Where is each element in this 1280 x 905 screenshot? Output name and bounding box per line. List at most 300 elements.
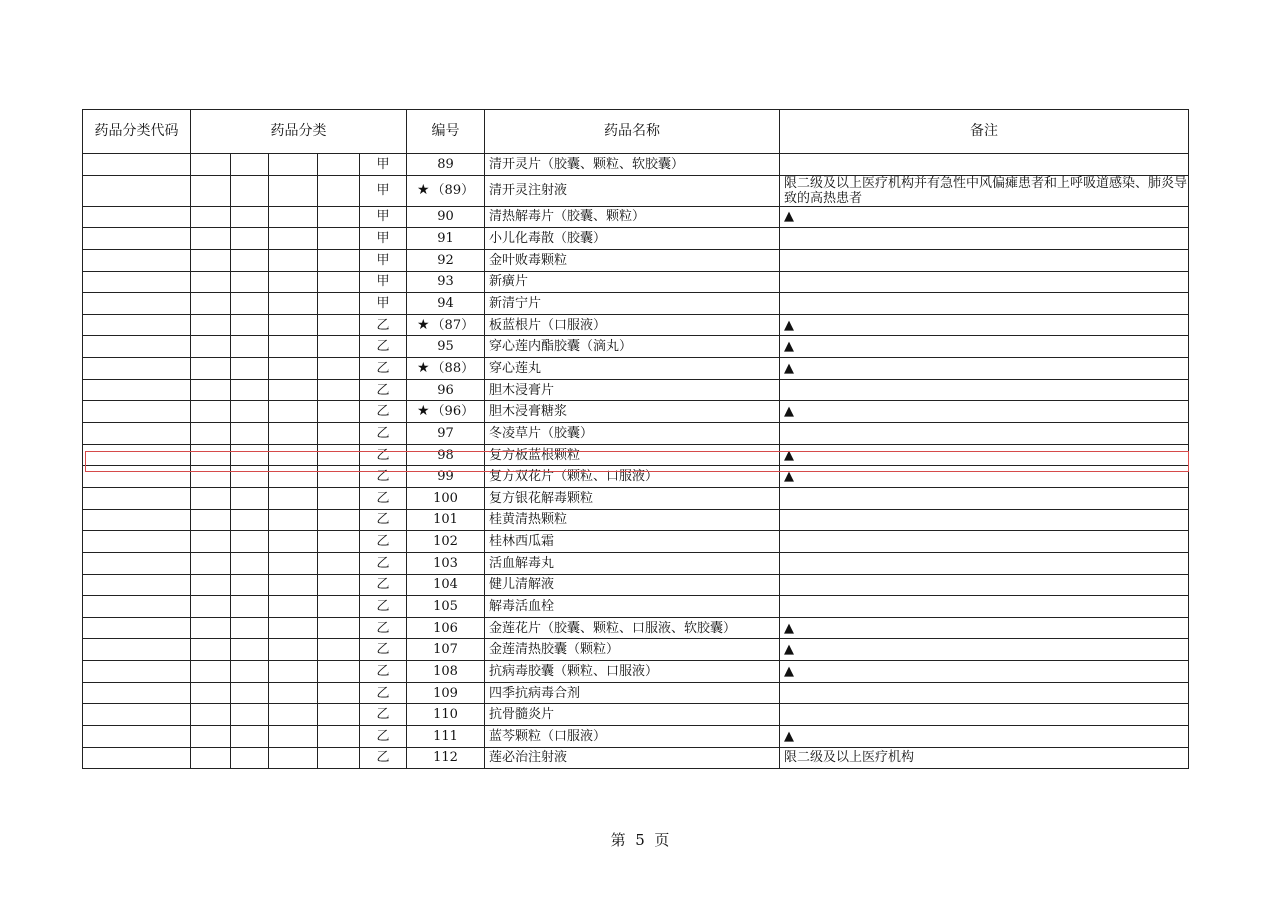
cell-number	[407, 249, 485, 271]
cell-category-1	[191, 726, 231, 748]
cell-drug-name: 冬凌草片（胶囊）	[485, 423, 780, 445]
cell-category-4	[318, 154, 360, 176]
cell-code	[83, 617, 191, 639]
table-row	[83, 466, 1189, 488]
cell-grade: 乙	[360, 509, 407, 531]
cell-number	[407, 228, 485, 250]
cell-drug-name: 板蓝根片（口服液）	[485, 314, 780, 336]
cell-number	[407, 206, 485, 228]
table-row	[83, 747, 1189, 769]
cell-code	[83, 271, 191, 293]
number-text: 112	[433, 750, 458, 766]
cell-drug-name: 健儿清解液	[485, 574, 780, 596]
cell-category-1	[191, 531, 231, 553]
cell-category-4	[318, 617, 360, 639]
number-text: （89）	[431, 183, 475, 199]
cell-category-1	[191, 574, 231, 596]
cell-category-4	[318, 175, 360, 206]
triangle-icon: ▲	[780, 661, 1189, 683]
cell-number	[407, 682, 485, 704]
cell-grade: 乙	[360, 639, 407, 661]
cell-category-3	[269, 175, 318, 206]
cell-category-1	[191, 509, 231, 531]
cell-category-4	[318, 552, 360, 574]
page-number: 5	[635, 831, 645, 849]
header-name: 药品名称	[485, 110, 780, 154]
cell-category-2	[231, 228, 269, 250]
number-text: 103	[433, 555, 458, 571]
cell-note	[780, 271, 1189, 293]
cell-drug-name: 桂林西瓜霜	[485, 531, 780, 553]
cell-grade: 乙	[360, 661, 407, 683]
table-row	[83, 249, 1189, 271]
cell-category-1	[191, 617, 231, 639]
cell-drug-name: 新癀片	[485, 271, 780, 293]
cell-drug-name: 清热解毒片（胶囊、颗粒）	[485, 206, 780, 228]
cell-number	[407, 747, 485, 769]
table-row	[83, 487, 1189, 509]
cell-code	[83, 509, 191, 531]
cell-category-3	[269, 314, 318, 336]
cell-category-3	[269, 444, 318, 466]
cell-grade: 乙	[360, 747, 407, 769]
cell-code	[83, 682, 191, 704]
cell-note	[780, 704, 1189, 726]
triangle-icon: ▲	[780, 358, 1189, 380]
cell-category-3	[269, 617, 318, 639]
cell-category-4	[318, 639, 360, 661]
number-text: （96）	[431, 404, 475, 420]
cell-code	[83, 175, 191, 206]
cell-note	[780, 293, 1189, 315]
cell-note	[780, 682, 1189, 704]
cell-grade: 甲	[360, 249, 407, 271]
cell-note	[780, 531, 1189, 553]
cell-category-4	[318, 228, 360, 250]
cell-category-3	[269, 358, 318, 380]
cell-category-1	[191, 444, 231, 466]
number-text: 109	[433, 685, 458, 701]
cell-drug-name: 穿心莲内酯胶囊（滴丸）	[485, 336, 780, 358]
cell-category-4	[318, 574, 360, 596]
cell-category-4	[318, 249, 360, 271]
cell-category-2	[231, 531, 269, 553]
cell-category-2	[231, 271, 269, 293]
cell-number	[407, 617, 485, 639]
number-text: 111	[433, 728, 458, 744]
table-row	[83, 154, 1189, 176]
cell-drug-name: 金叶败毒颗粒	[485, 249, 780, 271]
cell-number	[407, 466, 485, 488]
cell-category-4	[318, 314, 360, 336]
header-note: 备注	[780, 110, 1189, 154]
table-row	[83, 271, 1189, 293]
cell-grade: 乙	[360, 444, 407, 466]
cell-code	[83, 444, 191, 466]
number-text: 93	[437, 274, 454, 290]
number-text: 94	[437, 296, 454, 312]
cell-category-2	[231, 249, 269, 271]
cell-category-3	[269, 423, 318, 445]
cell-code	[83, 423, 191, 445]
table-row	[83, 617, 1189, 639]
cell-category-1	[191, 747, 231, 769]
cell-drug-name: 复方双花片（颗粒、口服液）	[485, 466, 780, 488]
cell-category-3	[269, 596, 318, 618]
cell-number	[407, 423, 485, 445]
cell-drug-name: 胆木浸膏糖浆	[485, 401, 780, 423]
cell-category-4	[318, 704, 360, 726]
cell-note	[780, 552, 1189, 574]
cell-number	[407, 574, 485, 596]
cell-code	[83, 206, 191, 228]
drug-table	[82, 109, 1189, 769]
cell-category-2	[231, 175, 269, 206]
number-text: 108	[433, 663, 458, 679]
cell-grade: 乙	[360, 682, 407, 704]
number-text: 105	[433, 598, 458, 614]
cell-number	[407, 175, 485, 206]
cell-grade: 甲	[360, 175, 407, 206]
cell-category-1	[191, 401, 231, 423]
table-row	[83, 531, 1189, 553]
cell-category-1	[191, 379, 231, 401]
cell-category-2	[231, 661, 269, 683]
cell-grade: 乙	[360, 617, 407, 639]
triangle-icon: ▲	[780, 401, 1189, 423]
cell-code	[83, 314, 191, 336]
cell-note	[780, 509, 1189, 531]
cell-number	[407, 704, 485, 726]
header-category: 药品分类	[191, 110, 407, 154]
cell-note	[780, 423, 1189, 445]
cell-category-1	[191, 271, 231, 293]
cell-category-2	[231, 379, 269, 401]
cell-category-2	[231, 401, 269, 423]
cell-category-4	[318, 206, 360, 228]
table-row	[83, 574, 1189, 596]
cell-grade: 乙	[360, 596, 407, 618]
cell-category-2	[231, 314, 269, 336]
cell-category-1	[191, 596, 231, 618]
cell-number	[407, 487, 485, 509]
number-text: 96	[437, 382, 454, 398]
header-code: 药品分类代码	[83, 110, 191, 154]
cell-drug-name: 解毒活血栓	[485, 596, 780, 618]
number-text: 100	[433, 490, 458, 506]
cell-category-1	[191, 336, 231, 358]
number-text: 107	[433, 642, 458, 658]
cell-drug-name: 新清宁片	[485, 293, 780, 315]
cell-number	[407, 271, 485, 293]
cell-category-2	[231, 206, 269, 228]
cell-grade: 乙	[360, 726, 407, 748]
cell-grade: 甲	[360, 228, 407, 250]
cell-code	[83, 726, 191, 748]
cell-category-4	[318, 661, 360, 683]
cell-category-4	[318, 271, 360, 293]
cell-category-1	[191, 704, 231, 726]
cell-category-2	[231, 682, 269, 704]
cell-category-2	[231, 358, 269, 380]
cell-grade: 甲	[360, 293, 407, 315]
number-text: 110	[433, 707, 458, 723]
cell-number	[407, 552, 485, 574]
cell-grade: 乙	[360, 336, 407, 358]
cell-number	[407, 531, 485, 553]
cell-category-4	[318, 487, 360, 509]
number-text: 101	[433, 512, 458, 528]
triangle-icon: ▲	[780, 206, 1189, 228]
cell-category-2	[231, 423, 269, 445]
cell-category-1	[191, 466, 231, 488]
triangle-icon: ▲	[780, 617, 1189, 639]
cell-code	[83, 747, 191, 769]
cell-category-1	[191, 228, 231, 250]
cell-code	[83, 293, 191, 315]
cell-note	[780, 487, 1189, 509]
cell-category-3	[269, 682, 318, 704]
cell-category-2	[231, 487, 269, 509]
cell-number	[407, 726, 485, 748]
cell-code	[83, 531, 191, 553]
cell-category-4	[318, 596, 360, 618]
cell-drug-name: 抗骨髓炎片	[485, 704, 780, 726]
cell-category-1	[191, 423, 231, 445]
cell-note	[780, 249, 1189, 271]
cell-category-4	[318, 747, 360, 769]
cell-grade: 甲	[360, 271, 407, 293]
cell-category-2	[231, 154, 269, 176]
number-text: （88）	[431, 360, 475, 376]
cell-category-1	[191, 552, 231, 574]
cell-grade: 甲	[360, 206, 407, 228]
cell-drug-name: 金莲清热胶囊（颗粒）	[485, 639, 780, 661]
cell-category-3	[269, 228, 318, 250]
cell-drug-name: 清开灵片（胶囊、颗粒、软胶囊）	[485, 154, 780, 176]
cell-category-1	[191, 661, 231, 683]
cell-number	[407, 639, 485, 661]
cell-number	[407, 314, 485, 336]
cell-drug-name: 小儿化毒散（胶囊）	[485, 228, 780, 250]
cell-code	[83, 704, 191, 726]
cell-category-2	[231, 704, 269, 726]
cell-category-4	[318, 358, 360, 380]
cell-category-2	[231, 617, 269, 639]
cell-code	[83, 401, 191, 423]
cell-number	[407, 596, 485, 618]
number-text: 99	[437, 469, 454, 485]
cell-category-3	[269, 531, 318, 553]
header-row	[83, 110, 1189, 154]
cell-category-3	[269, 293, 318, 315]
cell-category-3	[269, 466, 318, 488]
cell-category-1	[191, 293, 231, 315]
cell-note	[780, 228, 1189, 250]
number-text: 91	[437, 231, 454, 247]
triangle-icon: ▲	[780, 466, 1189, 488]
cell-category-2	[231, 639, 269, 661]
cell-code	[83, 466, 191, 488]
cell-category-4	[318, 531, 360, 553]
cell-note	[780, 574, 1189, 596]
table-row	[83, 682, 1189, 704]
cell-number	[407, 401, 485, 423]
star-icon: ★	[416, 182, 430, 199]
table-row	[83, 552, 1189, 574]
cell-note: 限二级及以上医疗机构并有急性中风偏瘫患者和上呼吸道感染、肺炎导致的高热患者	[780, 175, 1189, 206]
cell-category-3	[269, 661, 318, 683]
cell-category-3	[269, 249, 318, 271]
footer-suffix: 页	[654, 831, 670, 849]
cell-category-3	[269, 509, 318, 531]
cell-code	[83, 249, 191, 271]
star-icon: ★	[416, 316, 430, 333]
cell-category-2	[231, 552, 269, 574]
cell-grade: 乙	[360, 379, 407, 401]
cell-category-2	[231, 574, 269, 596]
cell-drug-name: 抗病毒胶囊（颗粒、口服液）	[485, 661, 780, 683]
cell-grade: 乙	[360, 704, 407, 726]
cell-category-3	[269, 704, 318, 726]
header-number: 编号	[407, 110, 485, 154]
table-row	[83, 704, 1189, 726]
cell-number	[407, 336, 485, 358]
cell-code	[83, 552, 191, 574]
triangle-icon: ▲	[780, 336, 1189, 358]
cell-category-4	[318, 293, 360, 315]
number-text: 97	[437, 425, 454, 441]
triangle-icon: ▲	[780, 726, 1189, 748]
cell-category-1	[191, 249, 231, 271]
table-row	[83, 639, 1189, 661]
cell-category-2	[231, 466, 269, 488]
number-text: 90	[437, 209, 454, 225]
triangle-icon: ▲	[780, 444, 1189, 466]
table-row	[83, 175, 1189, 206]
cell-note	[780, 154, 1189, 176]
table-row	[83, 726, 1189, 748]
cell-category-2	[231, 747, 269, 769]
cell-category-3	[269, 574, 318, 596]
cell-note: 限二级及以上医疗机构	[780, 747, 1189, 769]
number-text: 98	[437, 447, 454, 463]
cell-number	[407, 358, 485, 380]
cell-drug-name: 莲必治注射液	[485, 747, 780, 769]
cell-grade: 乙	[360, 531, 407, 553]
table-row	[83, 314, 1189, 336]
table-row	[83, 336, 1189, 358]
number-text: 102	[433, 534, 458, 550]
cell-code	[83, 336, 191, 358]
footer-prefix: 第	[610, 831, 626, 849]
cell-category-3	[269, 206, 318, 228]
cell-drug-name: 桂黄清热颗粒	[485, 509, 780, 531]
cell-category-3	[269, 487, 318, 509]
cell-category-3	[269, 336, 318, 358]
cell-code	[83, 379, 191, 401]
table-row	[83, 228, 1189, 250]
cell-code	[83, 661, 191, 683]
cell-category-3	[269, 639, 318, 661]
cell-category-2	[231, 726, 269, 748]
table-row	[83, 509, 1189, 531]
cell-grade: 乙	[360, 466, 407, 488]
cell-note	[780, 596, 1189, 618]
cell-number	[407, 154, 485, 176]
triangle-icon: ▲	[780, 639, 1189, 661]
cell-code	[83, 639, 191, 661]
cell-number	[407, 661, 485, 683]
cell-category-1	[191, 206, 231, 228]
cell-category-1	[191, 487, 231, 509]
cell-category-2	[231, 336, 269, 358]
cell-category-4	[318, 509, 360, 531]
cell-category-3	[269, 271, 318, 293]
cell-category-1	[191, 682, 231, 704]
star-icon: ★	[416, 403, 430, 420]
cell-grade: 乙	[360, 574, 407, 596]
page-footer	[0, 829, 1280, 850]
number-text: 106	[433, 620, 458, 636]
cell-category-4	[318, 379, 360, 401]
cell-category-3	[269, 726, 318, 748]
cell-category-4	[318, 336, 360, 358]
number-text: 89	[437, 156, 454, 172]
table-row	[83, 379, 1189, 401]
cell-code	[83, 487, 191, 509]
table-row	[83, 596, 1189, 618]
cell-drug-name: 胆木浸膏片	[485, 379, 780, 401]
cell-category-1	[191, 175, 231, 206]
cell-category-4	[318, 726, 360, 748]
cell-code	[83, 574, 191, 596]
cell-category-4	[318, 682, 360, 704]
cell-category-3	[269, 379, 318, 401]
cell-category-1	[191, 314, 231, 336]
cell-code	[83, 596, 191, 618]
cell-category-4	[318, 423, 360, 445]
triangle-icon: ▲	[780, 314, 1189, 336]
cell-category-2	[231, 293, 269, 315]
cell-drug-name: 复方板蓝根颗粒	[485, 444, 780, 466]
cell-category-3	[269, 747, 318, 769]
cell-grade: 乙	[360, 552, 407, 574]
cell-drug-name: 复方银花解毒颗粒	[485, 487, 780, 509]
cell-grade: 乙	[360, 423, 407, 445]
number-text: 104	[433, 577, 458, 593]
cell-category-2	[231, 596, 269, 618]
number-text: （87）	[431, 317, 475, 333]
cell-category-1	[191, 639, 231, 661]
table-row	[83, 444, 1189, 466]
table-row	[83, 358, 1189, 380]
cell-drug-name: 四季抗病毒合剂	[485, 682, 780, 704]
star-icon: ★	[416, 359, 430, 376]
cell-number	[407, 379, 485, 401]
table-row	[83, 661, 1189, 683]
cell-category-3	[269, 401, 318, 423]
cell-grade: 乙	[360, 314, 407, 336]
cell-grade: 乙	[360, 487, 407, 509]
cell-number	[407, 293, 485, 315]
cell-code	[83, 358, 191, 380]
table-row	[83, 206, 1189, 228]
number-text: 95	[437, 339, 454, 355]
cell-grade: 乙	[360, 358, 407, 380]
cell-category-4	[318, 401, 360, 423]
table-row	[83, 293, 1189, 315]
